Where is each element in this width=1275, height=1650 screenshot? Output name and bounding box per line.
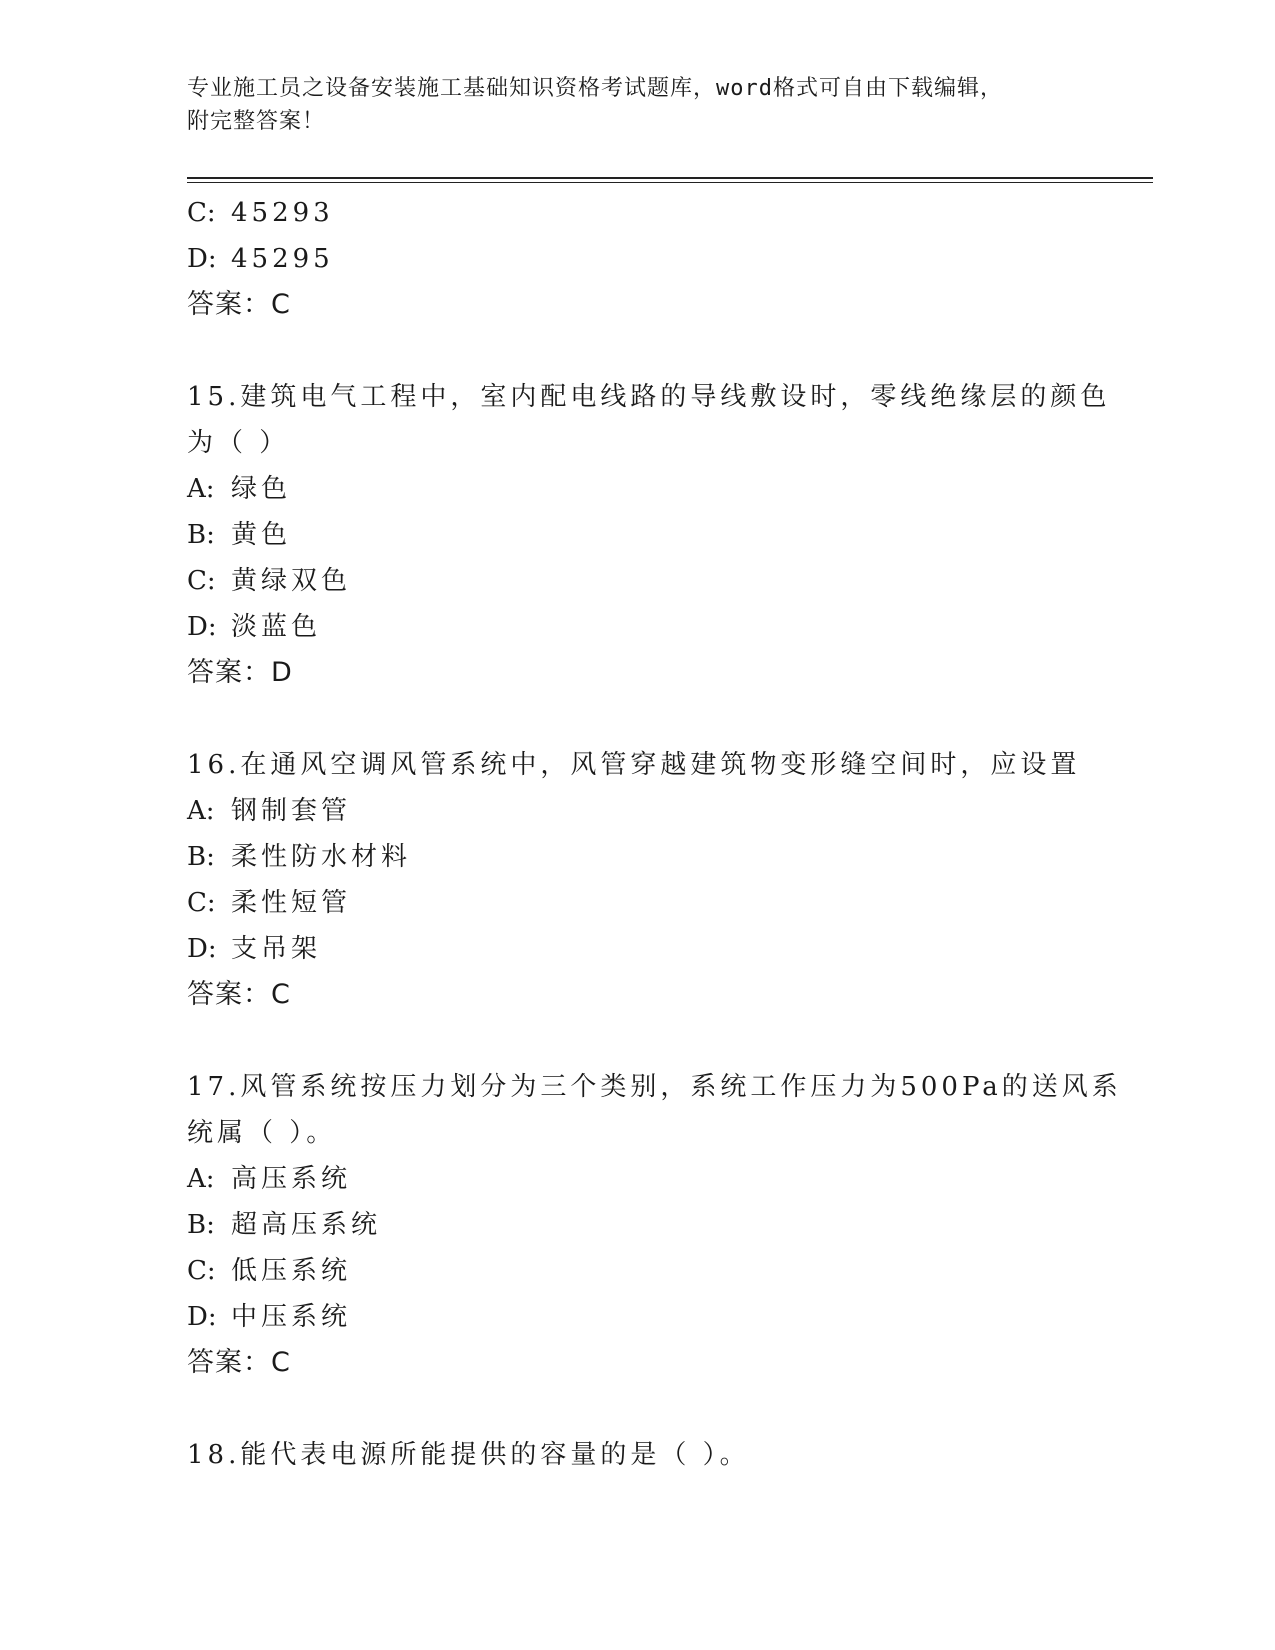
answer-line: 答案：C — [187, 1347, 291, 1378]
question-18 — [187, 1432, 1087, 1478]
question-text-cont: 为（ ） — [187, 428, 290, 458]
option-d: D: 淡蓝色 — [187, 612, 322, 642]
option-a: A: 绿色 — [187, 474, 292, 504]
answer-line: 答案：C — [187, 979, 291, 1010]
question-17 — [187, 1064, 1122, 1386]
answer-line: 答案：D — [187, 657, 293, 688]
question-text-cont: 统属（ ）。 — [187, 1118, 337, 1148]
prev-question-block — [187, 190, 1087, 328]
option-d: D: 中压系统 — [187, 1302, 352, 1332]
document-body — [187, 190, 1122, 1478]
option-b: B: 超高压系统 — [187, 1210, 382, 1240]
header-line-2: 附完整答案！ — [187, 109, 326, 134]
option-b: B: 黄色 — [187, 520, 292, 550]
option-b: B: 柔性防水材料 — [187, 842, 412, 872]
question-text: 17.风管系统按压力划分为三个类别，系统工作压力为500Pa的送风系 — [187, 1072, 1122, 1102]
option-c: C: 黄绿双色 — [187, 566, 352, 596]
question-15 — [187, 374, 1111, 696]
document-header — [187, 72, 1067, 138]
header-divider-thick — [187, 177, 1153, 179]
question-16 — [187, 742, 1087, 1018]
option-a: A: 高压系统 — [187, 1164, 352, 1194]
question-text: 18.能代表电源所能提供的容量的是（ ）。 — [187, 1440, 750, 1470]
option-c: C: 低压系统 — [187, 1256, 352, 1286]
option-c: C: 柔性短管 — [187, 888, 352, 918]
answer-line: 答案：C — [187, 289, 291, 320]
header-divider-thin — [187, 182, 1153, 183]
option-a: A: 钢制套管 — [187, 796, 352, 826]
option-c: C: 45293 — [187, 198, 334, 228]
option-d: D: 支吊架 — [187, 934, 322, 964]
option-d: D: 45295 — [187, 244, 334, 274]
question-text: 16.在通风空调风管系统中，风管穿越建筑物变形缝空间时，应设置 — [187, 750, 1081, 780]
question-text: 15.建筑电气工程中，室内配电线路的导线敷设时，零线绝缘层的颜色 — [187, 382, 1111, 412]
header-line-1: 专业施工员之设备安装施工基础知识资格考试题库，word格式可自由下载编辑， — [187, 76, 1003, 101]
